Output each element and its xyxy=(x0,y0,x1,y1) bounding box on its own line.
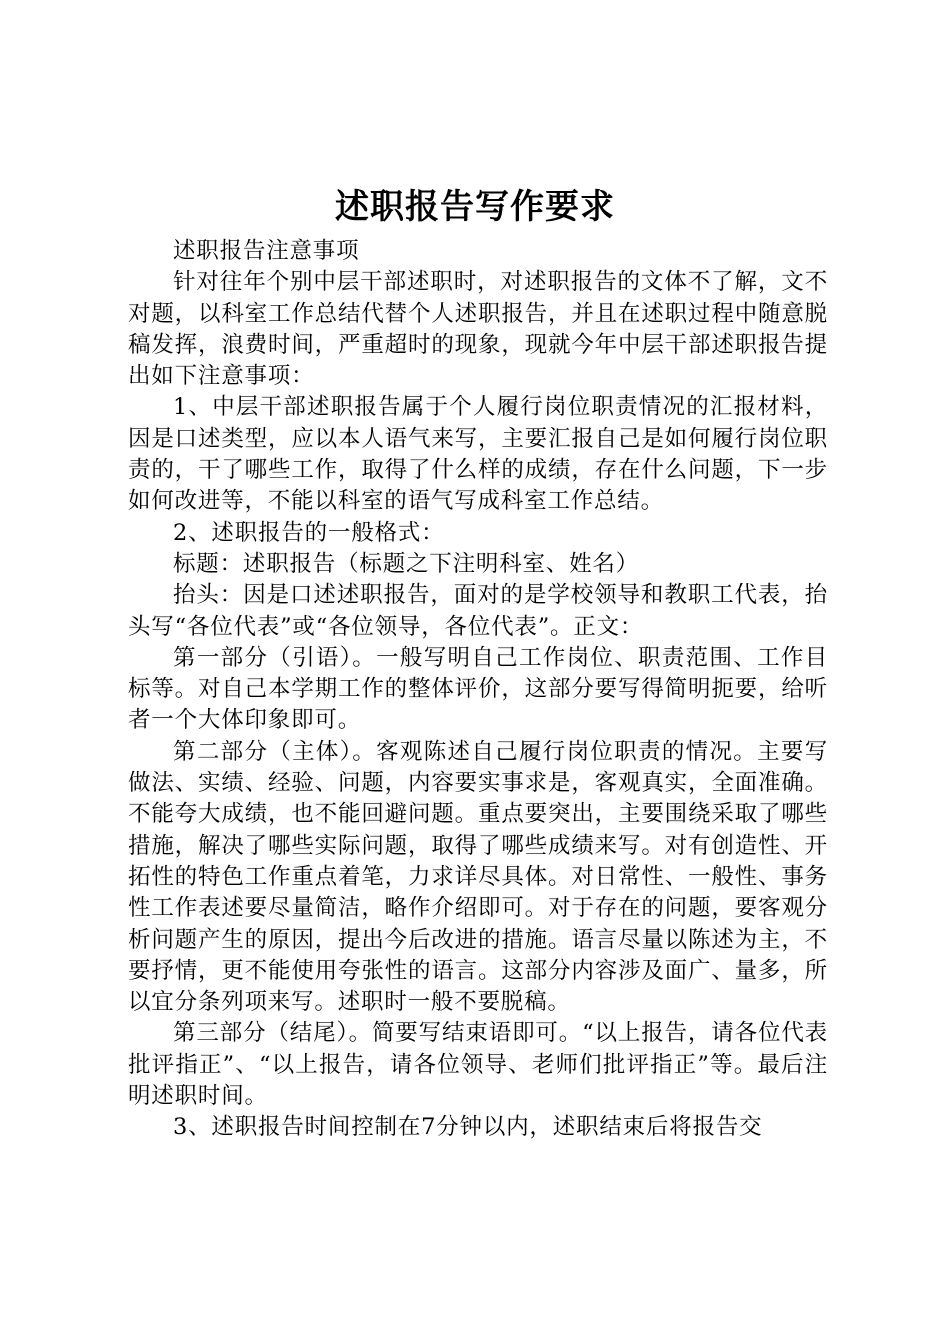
format-header-paragraph: 抬头：因是口述述职报告，面对的是学校领导和教职工代表，抬头写“各位代表”或“各位领导，各位代表”。正文： xyxy=(128,582,828,640)
section-heading: 述职报告注意事项 xyxy=(173,238,360,264)
document-body xyxy=(128,236,828,1144)
item-3-paragraph: 3、述职报告时间控制在7分钟以内，述职结束后将报告交 xyxy=(173,1114,763,1141)
document-title: 述职报告写作要求 xyxy=(335,187,615,227)
item-2-paragraph: 2、述职报告的一般格式： xyxy=(173,519,445,546)
part-2-paragraph: 第二部分（主体）。客观陈述自己履行岗位职责的情况。主要写做法、实绩、经验、问题，内容要实事求是，客观真实，全面准确。不能夸大成绩，也不能回避问题。重点要突出，主要围绕采取了哪些措施，解决了哪些实际问题，取得了哪些成绩来写。对有创造性、开拓性的特色工作重点着笔，力求详尽具体。对日常性、一般性、事务性工作表述要尽量简洁，略作介绍即可。对于存在的问题，要客观分析问题产生的原因，提出今后改进的措施。语言尽量以陈述为主，不要抒情，更不能使用夸张性的语言。这部分内容涉及面广、量多，所以宜分条列项来写。述职时一般不要脱稿。 xyxy=(128,738,828,1016)
part-1-paragraph: 第一部分（引语）。一般写明自己工作岗位、职责范围、工作目标等。对自己本学期工作的整体评价，这部分要写得简明扼要，给听者一个大体印象即可。 xyxy=(128,644,828,734)
format-title-paragraph: 标题：述职报告（标题之下注明科室、姓名） xyxy=(173,550,640,577)
item-1-paragraph: 1、中层干部述职报告属于个人履行岗位职责情况的汇报材料，因是口述类型，应以本人语气来写，主要汇报自己是如何履行岗位职责的，干了哪些工作，取得了什么样的成绩，存在什么问题，下一步如何改进等，不能以科室的语气写成科室工作总结。 xyxy=(128,394,828,515)
part-3-paragraph: 第三部分（结尾）。简要写结束语即可。“以上报告，请各位代表批评指正”、“以上报告，请各位领导、老师们批评指正”等。最后注明述职时间。 xyxy=(128,1020,828,1110)
intro-paragraph: 针对往年个别中层干部述职时，对述职报告的文体不了解，文不对题，以科室工作总结代替个人述职报告，并且在述职过程中随意脱稿发挥，浪费时间，严重超时的现象，现就今年中层干部述职报告提出如下注意事项： xyxy=(128,269,828,390)
